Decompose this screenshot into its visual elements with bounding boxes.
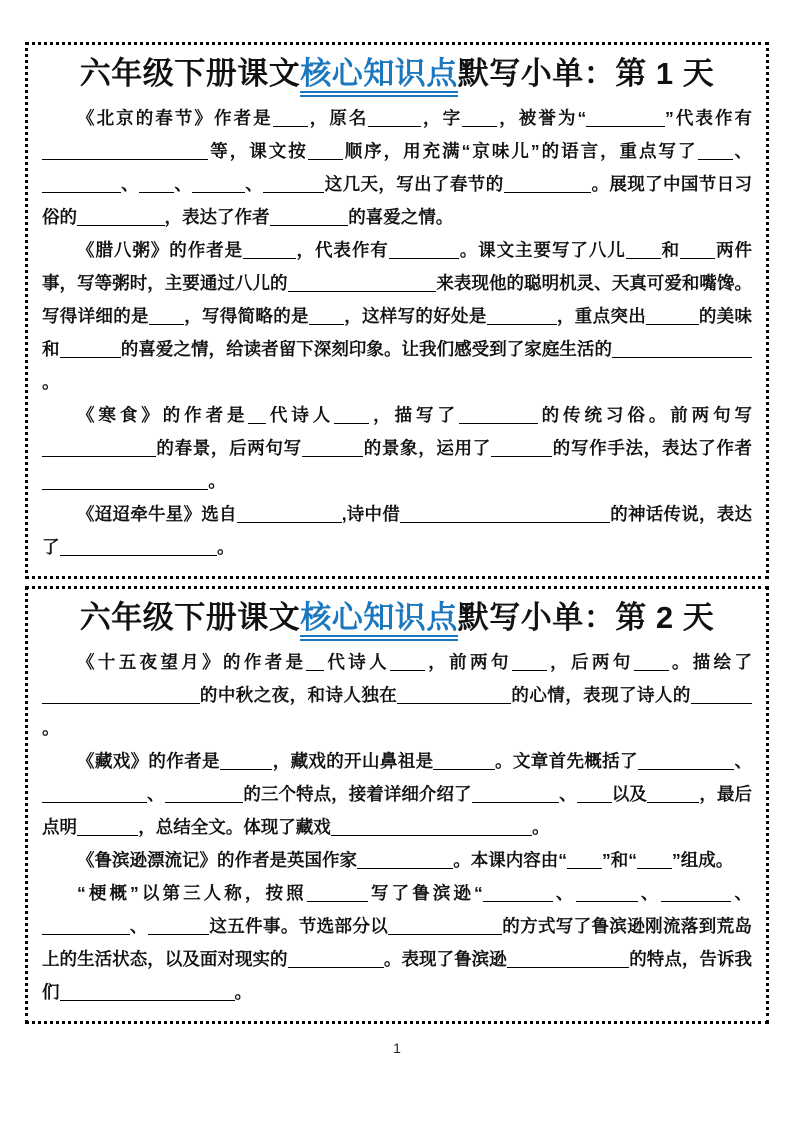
fill-in-blank: [680, 241, 715, 259]
fill-in-blank: [42, 472, 208, 490]
fill-in-blank: [309, 307, 344, 325]
day2-title-highlight: 核心知识点: [300, 600, 458, 641]
fill-in-blank: [634, 653, 669, 671]
fill-in-blank: [248, 406, 266, 424]
page-number: 1: [393, 1039, 401, 1056]
fill-in-blank: [504, 175, 592, 193]
fill-in-blank: [586, 109, 665, 127]
fill-in-blank: [400, 505, 610, 523]
fill-in-blank: [397, 686, 511, 704]
day1-title-prefix: 六年级下册课文: [79, 56, 301, 91]
fill-in-blank: [60, 983, 235, 1001]
fill-in-blank: [307, 884, 368, 902]
fill-in-blank: [612, 340, 752, 358]
fill-in-blank: [472, 785, 560, 803]
paragraph-cold-food-festival: 《寒食》的作者是 代诗人 ，描写了 的传统习俗。前两句写的春景，后两句写 的景象，运用了 的写作手法，表达了作者。: [42, 399, 752, 498]
paragraph-mid-autumn-moon-poem: 《十五夜望月》的作者是 代诗人 ，前两句 ，后两句 。描绘了的中秋之夜，和诗人独在 的心情，表现了诗人的。: [42, 651, 753, 738]
fill-in-blank: [288, 274, 437, 292]
fill-in-blank: [60, 340, 121, 358]
fill-in-blank: [691, 686, 752, 704]
fill-in-blank: [77, 818, 138, 836]
day2-title: [42, 599, 752, 638]
day1-title: [42, 55, 752, 94]
fill-in-blank: [42, 175, 121, 193]
fill-in-blank: [149, 307, 184, 325]
fill-in-blank: [487, 307, 557, 325]
fill-in-blank: [388, 917, 502, 935]
fill-in-blank: [698, 142, 733, 160]
fill-in-blank: [567, 851, 602, 869]
fill-in-blank: [273, 109, 308, 127]
fill-in-blank: [148, 917, 209, 935]
fill-in-blank: [288, 950, 384, 968]
fill-in-blank: [165, 785, 244, 803]
paragraph-altair-star-poem: 《迢迢牵牛星》选自 ,诗中借 的神话传说，表达了 。: [42, 503, 752, 557]
fill-in-blank: [357, 851, 453, 869]
fill-in-blank: [390, 653, 425, 671]
fill-in-blank: [220, 752, 273, 770]
fill-in-blank: [368, 109, 421, 127]
fill-in-blank: [77, 208, 165, 226]
fill-in-blank: [334, 406, 369, 424]
paragraph-laba-porridge: 《腊八粥》的作者是 ，代表作有 。课文主要写了八儿 和 两件事，写等粥时，主要通过八儿的 来表现他的聪明机灵、天真可爱和嘴馋。写得详细的是 ，写得简略的是 ，这样写的好处是 ，重点突出 的美味和 的喜爱之情，给读者留下深刻印象。让我们感受到了家庭生活的。: [42, 239, 753, 392]
fill-in-blank: [139, 175, 174, 193]
fill-in-blank: [433, 752, 494, 770]
day1-section: [25, 42, 769, 579]
fill-in-blank: [576, 884, 637, 902]
fill-in-blank: [626, 241, 661, 259]
fill-in-blank: [331, 818, 532, 836]
day1-title-highlight: 核心知识点: [300, 56, 458, 97]
paragraph-robinson-crusoe: 《鲁滨逊漂流记》的作者是英国作家 。本课内容由“ ”和“ ”组成。: [77, 849, 734, 870]
fill-in-blank: [42, 439, 156, 457]
fill-in-blank: [243, 241, 296, 259]
fill-in-blank: [270, 208, 349, 226]
day2-title-suffix: 默写小单：第 2 天: [457, 599, 715, 635]
fill-in-blank: [661, 884, 731, 902]
fill-in-blank: [491, 439, 552, 457]
paragraph-robinson-synopsis: “梗概”以第三人称，按照 写了鲁滨逊“ 、 、 、、 这五件事。节选部分以 的方式写了鲁滨逊刚流落到荒岛上的生活状态，以及面对现实的 。表现了鲁滨逊 的特点，告诉我们 。: [42, 882, 753, 1002]
fill-in-blank: [60, 538, 218, 556]
fill-in-blank: [42, 686, 200, 704]
fill-in-blank: [306, 653, 324, 671]
fill-in-blank: [459, 406, 538, 424]
fill-in-blank: [483, 884, 553, 902]
fill-in-blank: [507, 950, 630, 968]
fill-in-blank: [647, 785, 700, 803]
fill-in-blank: [237, 505, 342, 523]
fill-in-blank: [302, 439, 363, 457]
fill-in-blank: [646, 307, 699, 325]
paragraph-tibetan-opera: 《藏戏》的作者是 ，藏戏的开山鼻祖是 。文章首先概括了 、、 的三个特点，接着详细介绍了 、 以及 ，最后点明 ，总结全文。体现了藏戏 。: [42, 750, 753, 837]
fill-in-blank: [577, 785, 612, 803]
fill-in-blank: [308, 142, 343, 160]
fill-in-blank: [42, 142, 208, 160]
fill-in-blank: [42, 917, 130, 935]
fill-in-blank: [462, 109, 497, 127]
day1-title-suffix: 默写小单：第 1 天: [457, 56, 715, 91]
fill-in-blank: [42, 785, 147, 803]
fill-in-blank: [192, 175, 245, 193]
fill-in-blank: [389, 241, 459, 259]
paragraph-beijing-spring-festival: 《北京的春节》作者是 ，原名 ，字 ，被誉为“ ”代表作有等，课文按 顺序，用充满“京味儿”的语言，重点写了 、、 、 、 这几天，写出了春节的 。展现了中国节日习俗的 ，表达了作者 的喜爱之情。: [42, 107, 753, 227]
fill-in-blank: [638, 752, 734, 770]
fill-in-blank: [263, 175, 324, 193]
fill-in-blank: [637, 851, 672, 869]
fill-in-blank: [512, 653, 547, 671]
day2-title-prefix: 六年级下册课文: [79, 599, 301, 635]
day2-section: [25, 586, 769, 1024]
